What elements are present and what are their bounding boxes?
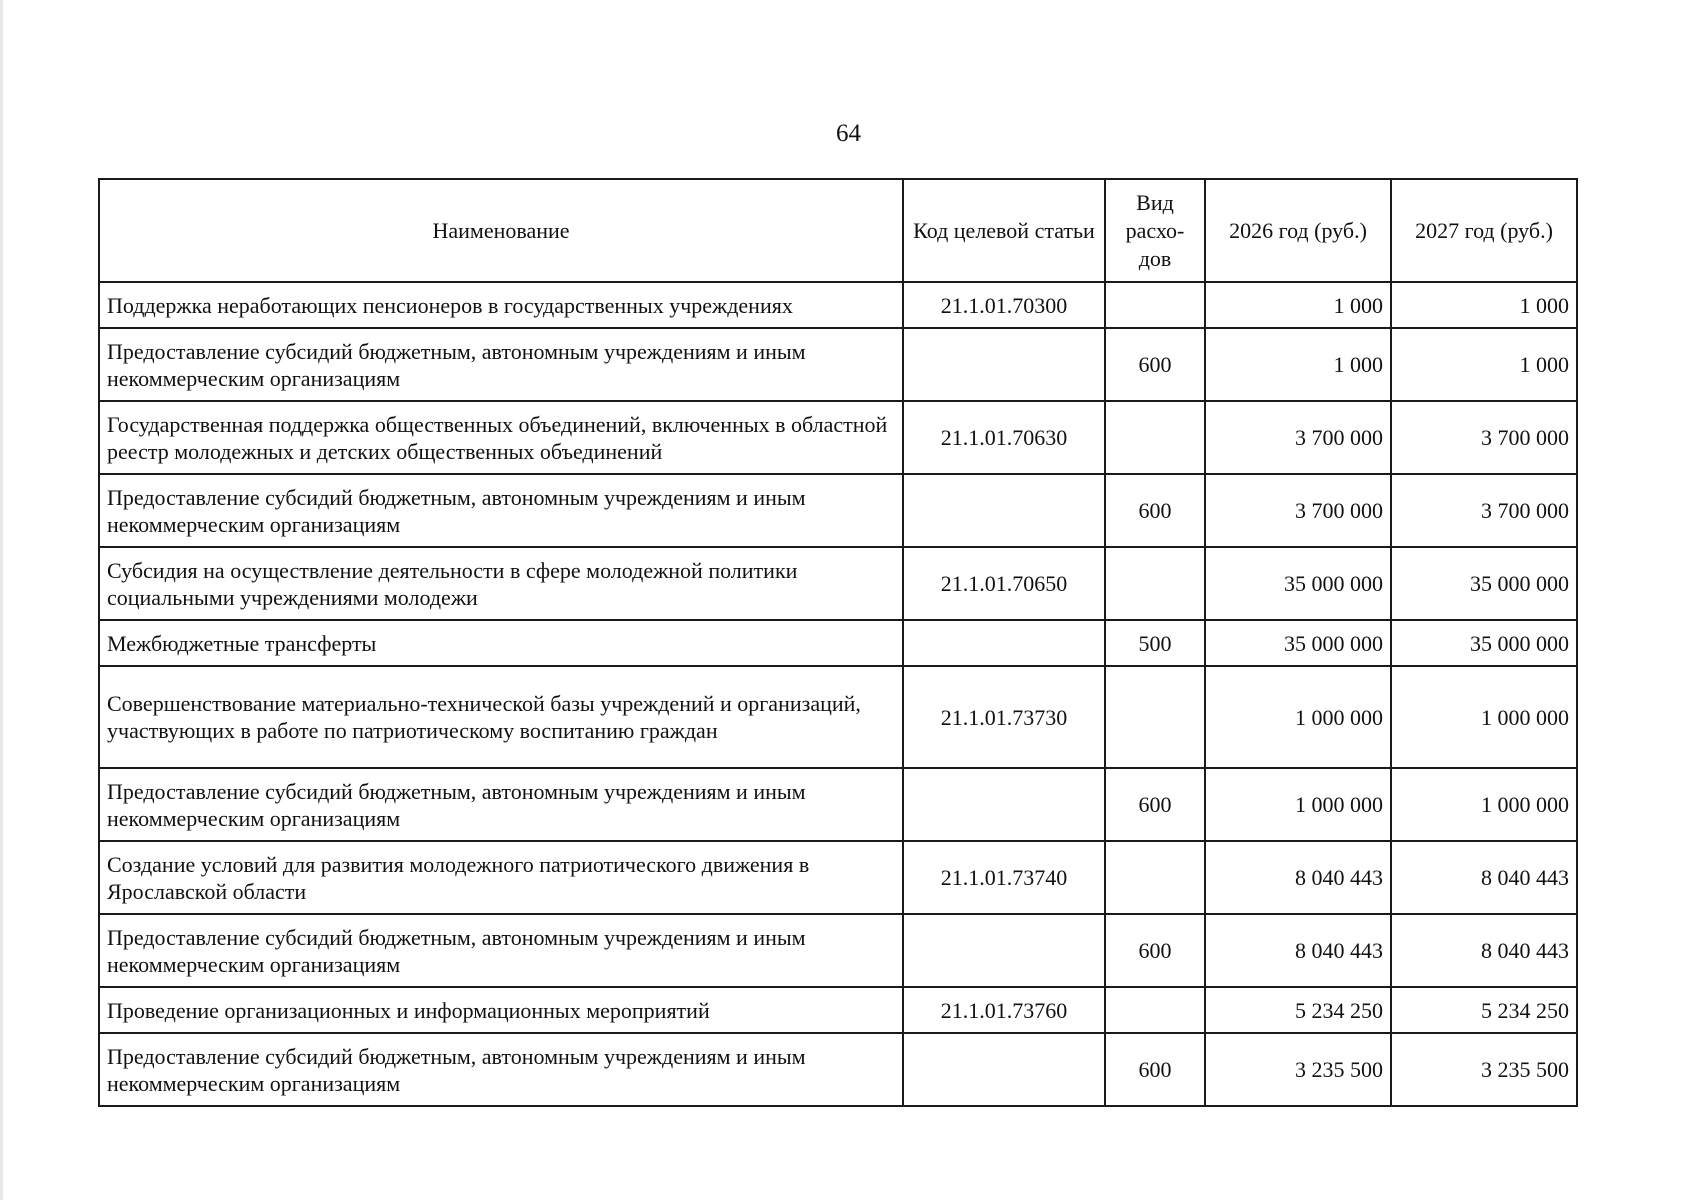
row-vid bbox=[1105, 666, 1205, 768]
row-2027: 5 234 250 bbox=[1391, 987, 1577, 1033]
table-row bbox=[99, 768, 1577, 841]
row-name: Субсидия на осуществление деятельности в сфере молодежной политики социальными учреждениями молодежи bbox=[99, 547, 903, 620]
row-2027: 1 000 bbox=[1391, 282, 1577, 328]
row-name: Проведение организационных и информационных мероприятий bbox=[99, 987, 903, 1033]
row-2026: 5 234 250 bbox=[1205, 987, 1391, 1033]
table-row bbox=[99, 282, 1577, 328]
row-2026: 35 000 000 bbox=[1205, 620, 1391, 666]
header-vid: Вид расхо-дов bbox=[1105, 179, 1205, 282]
row-vid bbox=[1105, 841, 1205, 914]
row-2026: 1 000 bbox=[1205, 282, 1391, 328]
row-vid: 600 bbox=[1105, 328, 1205, 401]
table-header-row bbox=[99, 179, 1577, 282]
row-2027: 3 700 000 bbox=[1391, 401, 1577, 474]
row-2027: 1 000 000 bbox=[1391, 666, 1577, 768]
row-code: 21.1.01.70300 bbox=[903, 282, 1105, 328]
row-code: 21.1.01.70650 bbox=[903, 547, 1105, 620]
row-vid: 600 bbox=[1105, 914, 1205, 987]
header-name: Наименование bbox=[99, 179, 903, 282]
row-2027: 3 235 500 bbox=[1391, 1033, 1577, 1106]
header-2026: 2026 год (руб.) bbox=[1205, 179, 1391, 282]
row-name: Поддержка неработающих пенсионеров в государственных учреждениях bbox=[99, 282, 903, 328]
row-vid bbox=[1105, 401, 1205, 474]
row-vid bbox=[1105, 547, 1205, 620]
row-code bbox=[903, 474, 1105, 547]
row-name: Межбюджетные трансферты bbox=[99, 620, 903, 666]
row-2026: 1 000 000 bbox=[1205, 768, 1391, 841]
row-2026: 8 040 443 bbox=[1205, 841, 1391, 914]
table-row bbox=[99, 401, 1577, 474]
row-code: 21.1.01.73740 bbox=[903, 841, 1105, 914]
row-code: 21.1.01.73730 bbox=[903, 666, 1105, 768]
table-row bbox=[99, 914, 1577, 987]
row-2026: 3 700 000 bbox=[1205, 474, 1391, 547]
row-code bbox=[903, 768, 1105, 841]
row-2026: 1 000 000 bbox=[1205, 666, 1391, 768]
row-name: Предоставление субсидий бюджетным, автономным учреждениям и иным некоммерческим организациям bbox=[99, 328, 903, 401]
row-name: Государственная поддержка общественных объединений, включенных в областной реестр молодежных и детских общественных объединений bbox=[99, 401, 903, 474]
row-2027: 3 700 000 bbox=[1391, 474, 1577, 547]
row-code bbox=[903, 1033, 1105, 1106]
table-row bbox=[99, 666, 1577, 768]
row-2027: 1 000 bbox=[1391, 328, 1577, 401]
row-name: Совершенствование материально-технической базы учреждений и организаций, участвующих в работе по патриотическому воспитанию граждан bbox=[99, 666, 903, 768]
row-2026: 1 000 bbox=[1205, 328, 1391, 401]
row-2026: 35 000 000 bbox=[1205, 547, 1391, 620]
row-code: 21.1.01.70630 bbox=[903, 401, 1105, 474]
row-vid: 600 bbox=[1105, 1033, 1205, 1106]
page-edge bbox=[0, 0, 3, 1200]
row-2026: 8 040 443 bbox=[1205, 914, 1391, 987]
header-2027: 2027 год (руб.) bbox=[1391, 179, 1577, 282]
row-2027: 8 040 443 bbox=[1391, 914, 1577, 987]
table-row bbox=[99, 1033, 1577, 1106]
row-2027: 8 040 443 bbox=[1391, 841, 1577, 914]
row-vid: 500 bbox=[1105, 620, 1205, 666]
row-2026: 3 235 500 bbox=[1205, 1033, 1391, 1106]
row-vid bbox=[1105, 282, 1205, 328]
row-name: Предоставление субсидий бюджетным, автономным учреждениям и иным некоммерческим организациям bbox=[99, 914, 903, 987]
budget-table bbox=[98, 178, 1578, 1107]
row-name: Предоставление субсидий бюджетным, автономным учреждениям и иным некоммерческим организациям bbox=[99, 768, 903, 841]
row-2027: 35 000 000 bbox=[1391, 620, 1577, 666]
row-name: Предоставление субсидий бюджетным, автономным учреждениям и иным некоммерческим организациям bbox=[99, 1033, 903, 1106]
row-code bbox=[903, 620, 1105, 666]
table-row bbox=[99, 328, 1577, 401]
table-row bbox=[99, 620, 1577, 666]
table-row bbox=[99, 987, 1577, 1033]
row-code bbox=[903, 328, 1105, 401]
row-2027: 35 000 000 bbox=[1391, 547, 1577, 620]
table-row bbox=[99, 841, 1577, 914]
table-row bbox=[99, 547, 1577, 620]
row-vid: 600 bbox=[1105, 474, 1205, 547]
row-name: Создание условий для развития молодежного патриотического движения в Ярославской области bbox=[99, 841, 903, 914]
row-vid: 600 bbox=[1105, 768, 1205, 841]
row-2026: 3 700 000 bbox=[1205, 401, 1391, 474]
row-code bbox=[903, 914, 1105, 987]
row-code: 21.1.01.73760 bbox=[903, 987, 1105, 1033]
table-row bbox=[99, 474, 1577, 547]
row-2027: 1 000 000 bbox=[1391, 768, 1577, 841]
header-code: Код целевой статьи bbox=[903, 179, 1105, 282]
row-vid bbox=[1105, 987, 1205, 1033]
row-name: Предоставление субсидий бюджетным, автономным учреждениям и иным некоммерческим организациям bbox=[99, 474, 903, 547]
page-number: 64 bbox=[836, 120, 861, 147]
